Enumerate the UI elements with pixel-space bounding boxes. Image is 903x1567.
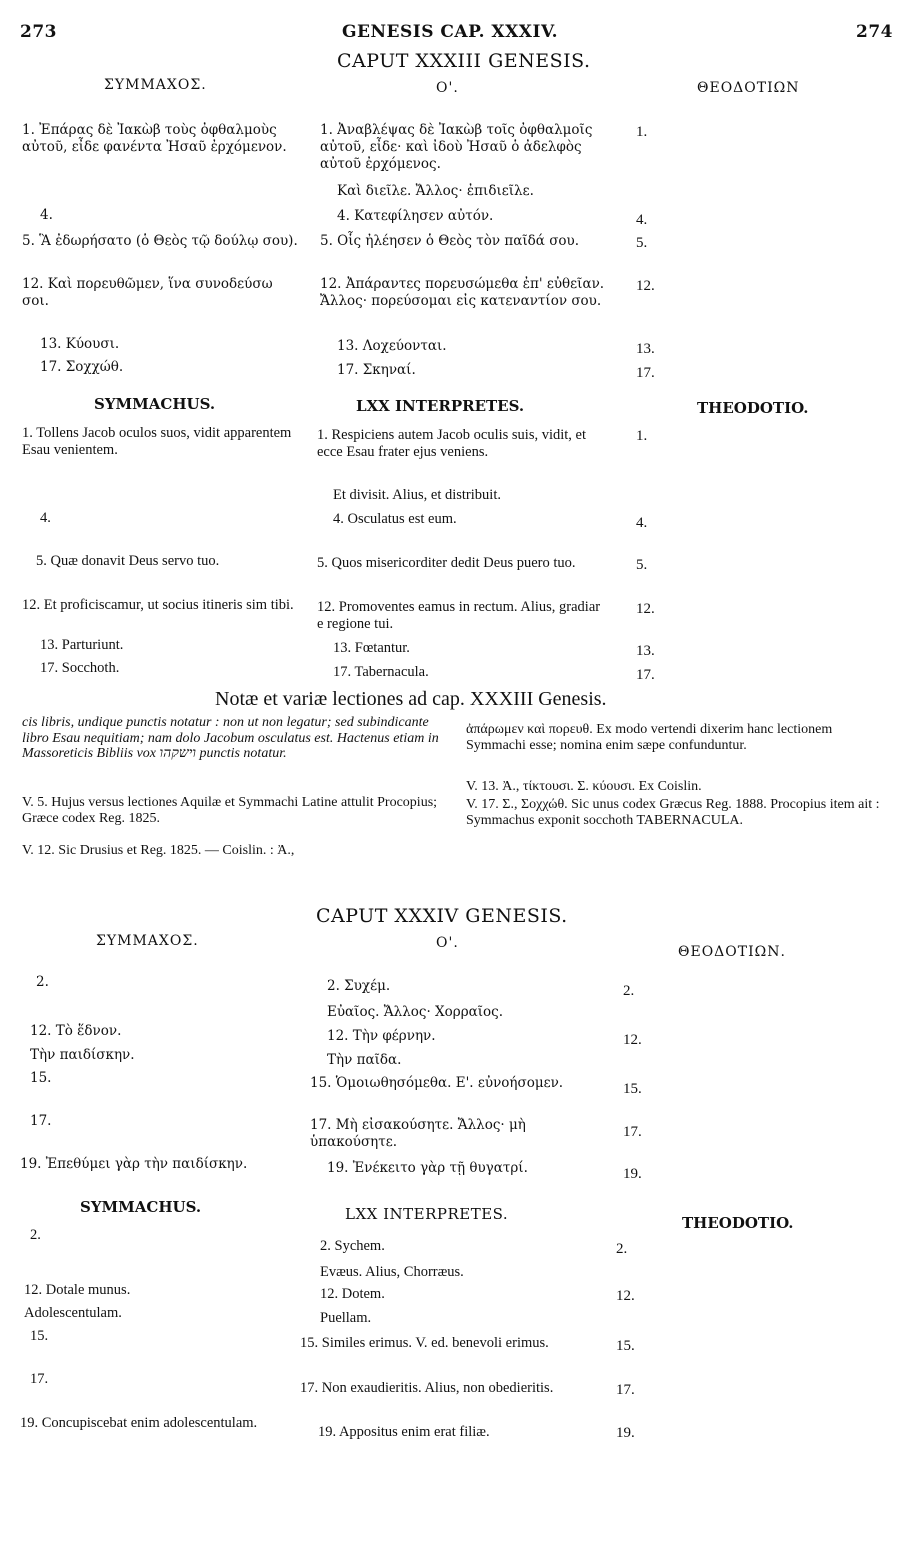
la34-theodotio-15: 15. bbox=[616, 1338, 635, 1354]
gr34-symmachus-15: 15. bbox=[30, 1070, 52, 1086]
col-head-theodotion-33: ΘΕΟΔΟΤΙΩΝ bbox=[697, 80, 800, 96]
gr34-theodotio-2: 2. bbox=[623, 983, 635, 999]
la34-lxx-15: 15. Similes erimus. V. ed. benevoli erimus. bbox=[300, 1335, 549, 1351]
gr34-lxx-alius: Εὐαῖος. Ἄλλος· Χορραῖος. bbox=[327, 1004, 504, 1020]
la33-symmachus-5: 5. Quæ donavit Deus servo tuo. bbox=[36, 553, 220, 569]
col-head-lxx-34: Ο'. bbox=[436, 935, 459, 951]
gr34-theodotio-19: 19. bbox=[623, 1166, 642, 1182]
la33-symmachus-12: 12. Et proficiscamur, ut socius itineris sim tibi. bbox=[22, 597, 294, 613]
notes-title: Notæ et variæ lectiones ad cap. XXXIII Genesis. bbox=[215, 688, 607, 710]
la34-symmachus-adolescentulam: Adolescentulam. bbox=[24, 1305, 122, 1321]
gr33-lxx-alius: Καὶ διεῖλε. Ἄλλος· ἐπιδιεῖλε. bbox=[337, 183, 534, 199]
gr34-theodotio-15: 15. bbox=[623, 1081, 642, 1097]
la33-theodotio-5: 5. bbox=[636, 557, 648, 573]
gr33-theodotio-12: 12. bbox=[636, 278, 655, 294]
la34-theodotio-2: 2. bbox=[616, 1241, 628, 1257]
gr34-symmachus-12: 12. Τὸ ἕδνον. bbox=[30, 1023, 122, 1039]
la33-theodotio-12: 12. bbox=[636, 601, 655, 617]
gr34-theodotio-12: 12. bbox=[623, 1032, 642, 1048]
col-head-theodotion-34: ΘΕΟΔΟΤΙΩΝ. bbox=[678, 944, 786, 960]
la34-symmachus-17: 17. bbox=[30, 1371, 49, 1387]
la34-theodotio-12: 12. bbox=[616, 1288, 635, 1304]
col-head-lxx-interpretes-34: LXX INTERPRETES. bbox=[345, 1205, 509, 1223]
la33-theodotio-1: 1. bbox=[636, 428, 648, 444]
gr33-theodotio-1: 1. bbox=[636, 124, 648, 140]
col-head-symmachos-34: ΣΥΜΜΑΧΟΣ. bbox=[96, 933, 199, 949]
la33-lxx-12: 12. Promoventes eamus in rectum. Alius, gradiar e regione tui. bbox=[317, 599, 601, 632]
gr33-symmachus-12: 12. Καὶ πορευθῶμεν, ἵνα συνοδεύσω σοι. bbox=[22, 276, 273, 309]
gr33-symmachus-13: 13. Κύουσι. bbox=[40, 336, 120, 352]
la33-lxx-5: 5. Quos misericorditer dedit Deus puero tuo. bbox=[317, 555, 576, 571]
la33-theodotio-17: 17. bbox=[636, 667, 655, 683]
gr34-symmachus-2: 2. bbox=[36, 974, 49, 990]
la33-symmachus-17: 17. Socchoth. bbox=[40, 660, 120, 676]
gr33-symmachus-1: 1. Ἐπάρας δὲ Ἰακὼβ τοὺς ὀφθαλμοὺς αὐτοῦ, εἶδε φανέντα Ἠσαῦ ἐρχόμενον. bbox=[22, 122, 287, 155]
gr34-lxx-19: 19. Ἐνέκειτο γὰρ τῇ θυγατρί. bbox=[327, 1160, 528, 1176]
col-head-symmachos-33: ΣΥΜΜΑΧΟΣ. bbox=[104, 77, 207, 93]
page-number-left: 273 bbox=[20, 22, 57, 42]
section-title-34: CAPUT XXXIV GENESIS. bbox=[316, 905, 568, 927]
note-right-1: ἀπάρωμεν καὶ πορευθ. Ex modo vertendi dixerim hanc lectionem Symmachi esse; nomina enim sæpe confunduntur. bbox=[466, 722, 833, 753]
la34-theodotio-17: 17. bbox=[616, 1382, 635, 1398]
gr33-lxx-4: 4. Κατεφίλησεν αὐτόν. bbox=[337, 208, 494, 224]
gr33-symmachus-5: 5. Ἃ ἐδωρήσατο (ὁ Θεὸς τῷ δούλῳ σου). bbox=[22, 233, 298, 249]
gr34-lxx-paida: Τὴν παῖδα. bbox=[327, 1052, 402, 1068]
la33-lxx-4: 4. Osculatus est eum. bbox=[333, 511, 457, 527]
la33-theodotio-4: 4. bbox=[636, 515, 648, 531]
la33-symmachus-13: 13. Parturiunt. bbox=[40, 637, 124, 653]
gr34-theodotio-17: 17. bbox=[623, 1124, 642, 1140]
note-left-2: V. 5. Hujus versus lectiones Aquilæ et Symmachi Latine attulit Procopius; Græce codex Reg. 1825. bbox=[22, 795, 438, 826]
gr34-symmachus-19: 19. Ἐπεθύμει γὰρ τὴν παιδίσκην. bbox=[20, 1156, 248, 1172]
la34-symmachus-2: 2. bbox=[30, 1227, 41, 1243]
col-head-lxx-interpretes-33: LXX INTERPRETES. bbox=[356, 397, 525, 415]
gr33-theodotio-5: 5. bbox=[636, 235, 648, 251]
gr33-symmachus-4: 4. bbox=[40, 207, 53, 223]
section-title-33: CAPUT XXXIII GENESIS. bbox=[337, 50, 591, 72]
gr34-lxx-12: 12. Τὴν φέρνην. bbox=[327, 1028, 436, 1044]
gr33-theodotio-17: 17. bbox=[636, 365, 655, 381]
la34-lxx-puellam: Puellam. bbox=[320, 1310, 372, 1326]
la34-symmachus-12: 12. Dotale munus. bbox=[24, 1282, 131, 1298]
la34-lxx-2: 2. Sychem. bbox=[320, 1238, 385, 1254]
la34-lxx-alius: Evæus. Alius, Chorræus. bbox=[320, 1264, 464, 1280]
la34-symmachus-15: 15. bbox=[30, 1328, 49, 1344]
col-head-symmachus-33: SYMMACHUS. bbox=[94, 395, 216, 413]
gr34-lxx-15: 15. Ὁμοιωθησόμεθα. Ε'. εὐνοήσομεν. bbox=[310, 1075, 564, 1091]
gr34-lxx-2: 2. Συχέμ. bbox=[327, 978, 391, 994]
note-right-3: V. 17. Σ., Σοχχώθ. Sic unus codex Græcus Reg. 1888. Procopius item ait : Symmachus exponit socchoth TABERNACULA. bbox=[466, 797, 880, 828]
la34-lxx-17: 17. Non exaudieritis. Alius, non obedieritis. bbox=[300, 1380, 554, 1396]
col-head-theodotio-33: THEODOTIO. bbox=[697, 399, 809, 417]
gr34-symmachus-17: 17. bbox=[30, 1113, 52, 1129]
la34-symmachus-19: 19. Concupiscebat enim adolescentulam. bbox=[20, 1415, 258, 1431]
la33-lxx-17: 17. Tabernacula. bbox=[333, 664, 429, 680]
la33-symmachus-1: 1. Tollens Jacob oculos suos, vidit apparentem Esau venientem. bbox=[22, 425, 292, 458]
gr33-theodotio-4: 4. bbox=[636, 212, 648, 228]
gr33-symmachus-17: 17. Σοχχώθ. bbox=[40, 359, 124, 375]
la33-lxx-1: 1. Respiciens autem Jacob oculis suis, vidit, et ecce Esau frater ejus veniens. bbox=[317, 427, 587, 460]
la34-theodotio-19: 19. bbox=[616, 1425, 635, 1441]
note-right-2: V. 13. Ἀ., τίκτουσι. Σ. κύουσι. Ex Coislin. bbox=[466, 779, 702, 794]
running-title: GENESIS CAP. XXXIV. bbox=[342, 22, 559, 42]
gr34-lxx-17: 17. Μὴ εἰσακούσητε. Ἄλλος· μὴ ὑπακούσητε. bbox=[310, 1117, 526, 1150]
la33-lxx-alius: Et divisit. Alius, et distribuit. bbox=[333, 487, 501, 503]
note-left-1: cis libris, undique punctis notatur : non ut non legatur; sed subindicante libro Esau nequitiam; nam dolo Jacobum osculatus est. Hactenus etiam in Massoreticis Bibliis vox וישקהו punctis notatur. bbox=[22, 715, 439, 761]
la34-lxx-12: 12. Dotem. bbox=[320, 1286, 385, 1302]
gr34-symmachus-paidiskhn: Τὴν παιδίσκην. bbox=[30, 1047, 135, 1063]
gr33-lxx-17: 17. Σκηναί. bbox=[337, 362, 416, 378]
gr33-theodotio-13: 13. bbox=[636, 341, 655, 357]
gr33-lxx-13: 13. Λοχεύονται. bbox=[337, 338, 447, 354]
gr33-lxx-5: 5. Οἷς ἠλέησεν ὁ Θεὸς τὸν παῖδά σου. bbox=[320, 233, 580, 249]
la33-theodotio-13: 13. bbox=[636, 643, 655, 659]
la33-lxx-13: 13. Fœtantur. bbox=[333, 640, 410, 656]
page-number-right: 274 bbox=[856, 22, 893, 42]
col-head-symmachus-34: SYMMACHUS. bbox=[80, 1198, 202, 1216]
gr33-lxx-1: 1. Ἀναβλέψας δὲ Ἰακὼβ τοῖς ὀφθαλμοῖς αὐτοῦ, εἶδε· καὶ ἰδοὺ Ἠσαῦ ὁ ἀδελφὸς αὐτοῦ ἐρχόμενος. bbox=[320, 122, 593, 172]
col-head-theodotio-34: THEODOTIO. bbox=[682, 1214, 794, 1232]
gr33-lxx-12: 12. Ἀπάραντες πορευσώμεθα ἐπ' εὐθεῖαν. Ἄλλος· πορεύσομαι εἰς κατεναντίον σου. bbox=[320, 276, 605, 309]
col-head-lxx-33: Ο'. bbox=[436, 80, 459, 96]
la33-symmachus-4: 4. bbox=[40, 510, 51, 526]
la34-lxx-19: 19. Appositus enim erat filiæ. bbox=[318, 1424, 490, 1440]
note-left-3: V. 12. Sic Drusius et Reg. 1825. — Coislin. : Ἀ., bbox=[22, 843, 295, 858]
